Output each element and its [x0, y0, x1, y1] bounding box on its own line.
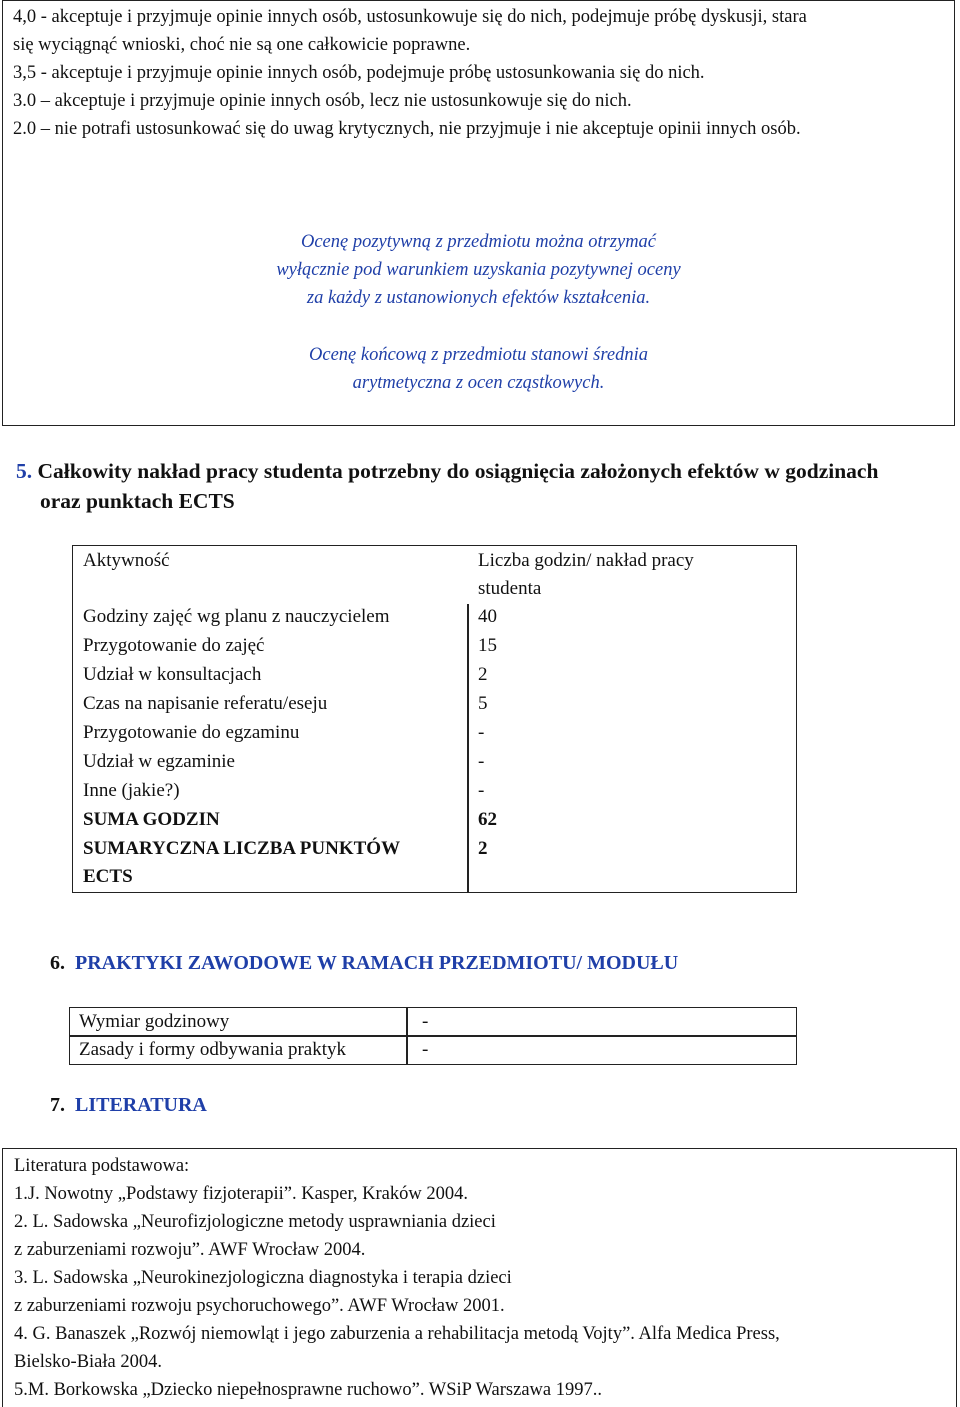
literature-item-cont: Bielsko-Biała 2004. [14, 1352, 162, 1372]
criteria-line: 3.0 – akceptuje i przyjmuje opinie innych osób, lecz nie ustosunkowuje się do nich. [13, 91, 632, 111]
note-line: wyłącznie pod warunkiem uzyskania pozytywnej oceny [276, 260, 681, 280]
table-row-hours: 2 [478, 664, 488, 685]
table-row-hours: - [478, 751, 485, 772]
criteria-line: 3,5 - akceptuje i przyjmuje opinie innych osób, podejmuje próbę ustosunkowania się do nich. [13, 63, 705, 83]
literature-item: 5.M. Borkowska „Dziecko niepełnosprawne ruchowo”. WSiP Warszawa 1997.. [14, 1380, 602, 1400]
ects-value: 2 [478, 838, 488, 859]
literature-heading: Literatura podstawowa: [14, 1156, 190, 1176]
practice-label: Zasady i formy odbywania praktyk [79, 1039, 346, 1060]
table-row-activity: Przygotowanie do zajęć [83, 635, 265, 656]
header-hours-line2: studenta [478, 578, 542, 599]
section-title-line2: oraz punktach ECTS [40, 489, 235, 513]
table-row-hours: - [478, 780, 485, 801]
header-activity: Aktywność [83, 550, 170, 571]
practice-table [69, 1007, 797, 1065]
column-divider [467, 604, 469, 892]
sum-hours-label: SUMA GODZIN [83, 809, 220, 830]
literature-item-cont: z zaburzeniami rozwoju”. AWF Wrocław 2004. [14, 1240, 366, 1260]
section-number: 6. [50, 952, 65, 974]
section-7-heading [50, 1094, 207, 1117]
practice-label: Wymiar godzinowy [79, 1011, 230, 1032]
sum-hours-value: 62 [478, 809, 497, 830]
literature-item: 4. G. Banaszek „Rozwój niemowląt i jego zaburzenia a rehabilitacja metodą Vojty”. Alfa Medica Press, [14, 1324, 780, 1344]
literature-item: 2. L. Sadowska „Neurofizjologiczne metody usprawniania dzieci [14, 1212, 496, 1232]
column-divider [406, 1008, 408, 1064]
final-grade-note [3, 341, 954, 397]
note-line: arytmetyczna z ocen cząstkowych. [352, 373, 605, 393]
literature-item: 1.J. Nowotny „Podstawy fizjoterapii”. Kasper, Kraków 2004. [14, 1184, 468, 1204]
ects-label: SUMARYCZNA LICZBA PUNKTÓW [83, 838, 401, 859]
section-title: Całkowity nakład pracy studenta potrzebny do osiągnięcia założonych efektów w godzinach [37, 459, 879, 483]
grading-criteria-box [2, 0, 955, 426]
table-row-activity: Udział w konsultacjach [83, 664, 262, 685]
section-5-heading [16, 456, 956, 516]
table-row-activity: Przygotowanie do egzaminu [83, 722, 300, 743]
header-hours: Liczba godzin/ nakład pracy [478, 550, 694, 571]
literature-box [2, 1148, 957, 1407]
criteria-line: 4,0 - akceptuje i przyjmuje opinie innych osób, ustosunkowuje się do nich, podejmuje próbę dyskusji, stara [13, 7, 807, 27]
practice-value: - [422, 1011, 429, 1032]
table-row-hours: 15 [478, 635, 497, 656]
practice-value: - [422, 1039, 429, 1060]
criteria-line: się wyciągnąć wnioski, choć nie są one całkowicie poprawne. [13, 35, 471, 55]
section-title: PRAKTYKI ZAWODOWE W RAMACH PRZEDMIOTU/ MODUŁU [75, 952, 679, 974]
note-line: Ocenę końcową z przedmiotu stanowi średnia [309, 345, 648, 365]
ects-label-line2: ECTS [83, 866, 133, 887]
table-row-activity: Inne (jakie?) [83, 780, 180, 801]
section-title: LITERATURA [75, 1094, 207, 1116]
criteria-line: 2.0 – nie potrafi ustosunkować się do uwag krytycznych, nie przyjmuje i nie akceptuje opinii innych osób. [13, 119, 801, 139]
section-number: 7. [50, 1094, 65, 1116]
table-row-activity: Udział w egzaminie [83, 751, 235, 772]
table-row-hours: 40 [478, 606, 497, 627]
table-row-activity: Czas na napisanie referatu/eseju [83, 693, 328, 714]
note-line: Ocenę pozytywną z przedmiotu można otrzymać [300, 232, 657, 252]
note-line: za każdy z ustanowionych efektów kształcenia. [306, 288, 651, 308]
table-row-hours: - [478, 722, 485, 743]
literature-item-cont: z zaburzeniami rozwoju psychoruchowego”. AWF Wrocław 2001. [14, 1296, 505, 1316]
table-row-activity: Godziny zajęć wg planu z nauczycielem [83, 606, 390, 627]
section-number: 5. [16, 459, 33, 483]
pass-condition-note [3, 228, 954, 312]
workload-table [72, 545, 797, 893]
literature-item: 3. L. Sadowska „Neurokinezjologiczna diagnostyka i terapia dzieci [14, 1268, 512, 1288]
table-row-hours: 5 [478, 693, 488, 714]
section-6-heading [50, 952, 678, 975]
